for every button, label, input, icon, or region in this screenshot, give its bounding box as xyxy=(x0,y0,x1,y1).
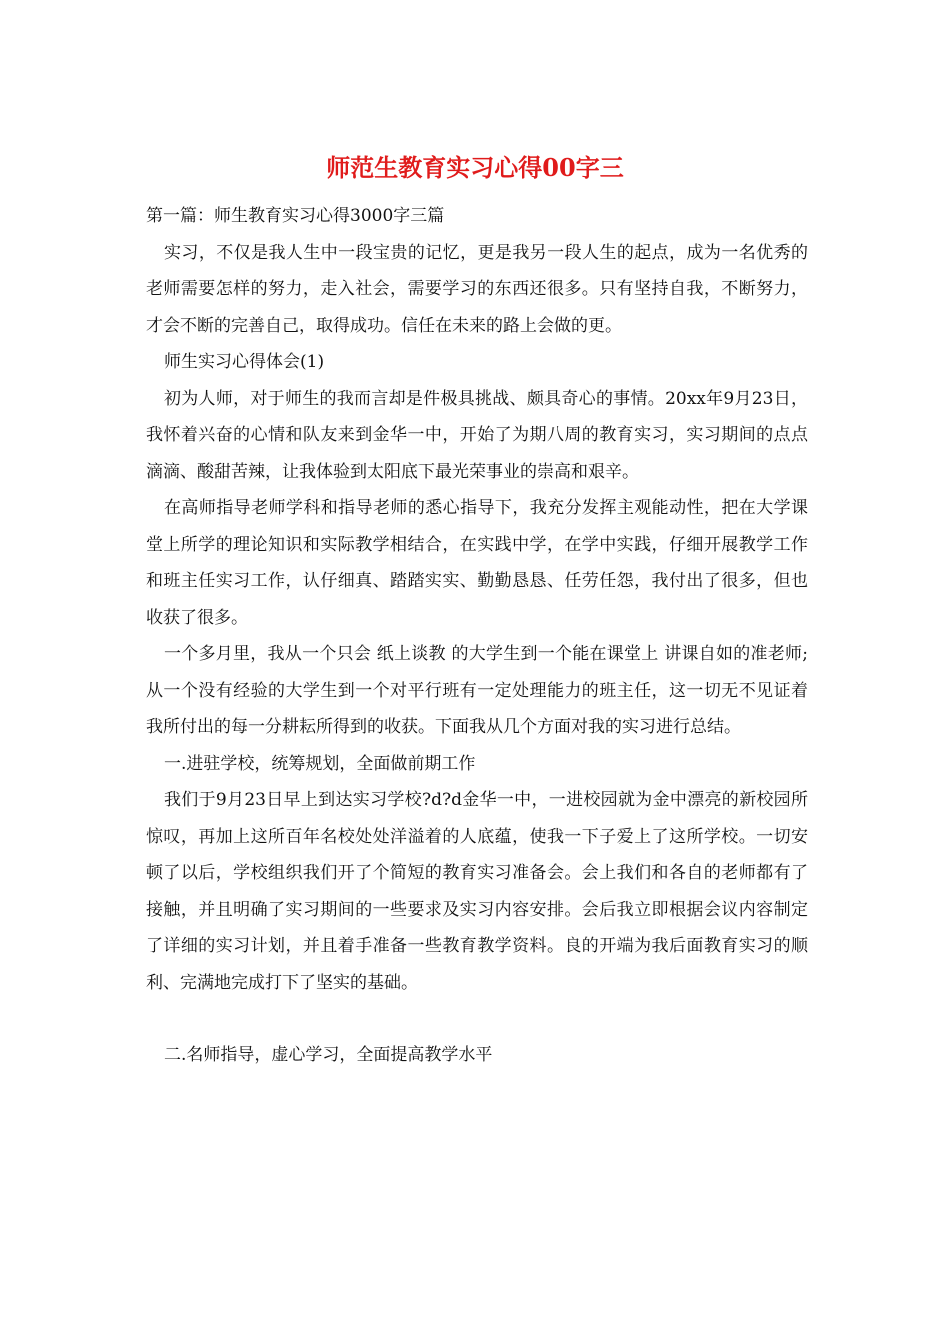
paragraph: 一个多月里，我从一个只会 纸上谈教 的大学生到一个能在课堂上 讲课自如的准老师;从一个没有经验的大学生到一个对平行班有一定处理能力的班主任，这一切无不见证着我所付出的每一分耕耘所得到的收获。下面我从几个方面对我的实习进行总结。 xyxy=(146,644,808,737)
subheading: 一.进驻学校，统筹规划，全面做前期工作 xyxy=(164,753,476,774)
paragraph: 我们于9月23日早上到达实习学校?d?d金华一中，一进校园就为金中漂亮的新校园所惊叹，再加上这所百年名校处处洋溢着的人底蕴，使我一下子爱上了这所学校。一切安顿了以后，学校组织我们开了个简短的教育实习准备会。会上我们和各自的老师都有了接触，并且明确了实习期间的一些要求及实习内容安排。会后我立即根据会议内容制定了详细的实习计划，并且着手准备一些教育教学资料。良的开端为我后面教育实习的顺利、完满地完成打下了坚实的基础。 xyxy=(146,790,808,993)
paragraph: 在高师指导老师学科和指导老师的悉心指导下，我充分发挥主观能动性，把在大学课堂上所学的理论知识和实际教学相结合，在实践中学，在学中实践，仔细开展教学工作和班主任实习工作，认仔细真、踏踏实实、勤勤恳恳、任劳任怨，我付出了很多，但也收获了很多。 xyxy=(146,498,808,628)
document-body xyxy=(146,198,808,1074)
paragraph: 实习，不仅是我人生中一段宝贵的记忆，更是我另一段人生的起点，成为一名优秀的老师需要怎样的努力，走入社会，需要学习的东西还很多。只有坚持自我，不断努力，才会不断的完善自己，取得成功。信任在未来的路上会做的更。 xyxy=(146,242,808,336)
paragraph: 初为人师，对于师生的我而言却是件极具挑战、颇具奇心的事情。20xx年9月23日，我怀着兴奋的心情和队友来到金华一中，开始了为期八周的教育实习，实习期间的点点滴滴、酸甜苦辣，让我体验到太阳底下最光荣事业的崇高和艰辛。 xyxy=(146,388,808,482)
section-heading: 第一篇：师生教育实习心得3000字三篇 xyxy=(146,206,445,226)
document-title: 师范生教育实习心得00字三 xyxy=(326,153,624,182)
subheading: 师生实习心得体会(1) xyxy=(164,352,325,372)
subheading: 二.名师指导，虚心学习，全面提高教学水平 xyxy=(164,1045,493,1065)
blank-line xyxy=(146,1001,808,1037)
